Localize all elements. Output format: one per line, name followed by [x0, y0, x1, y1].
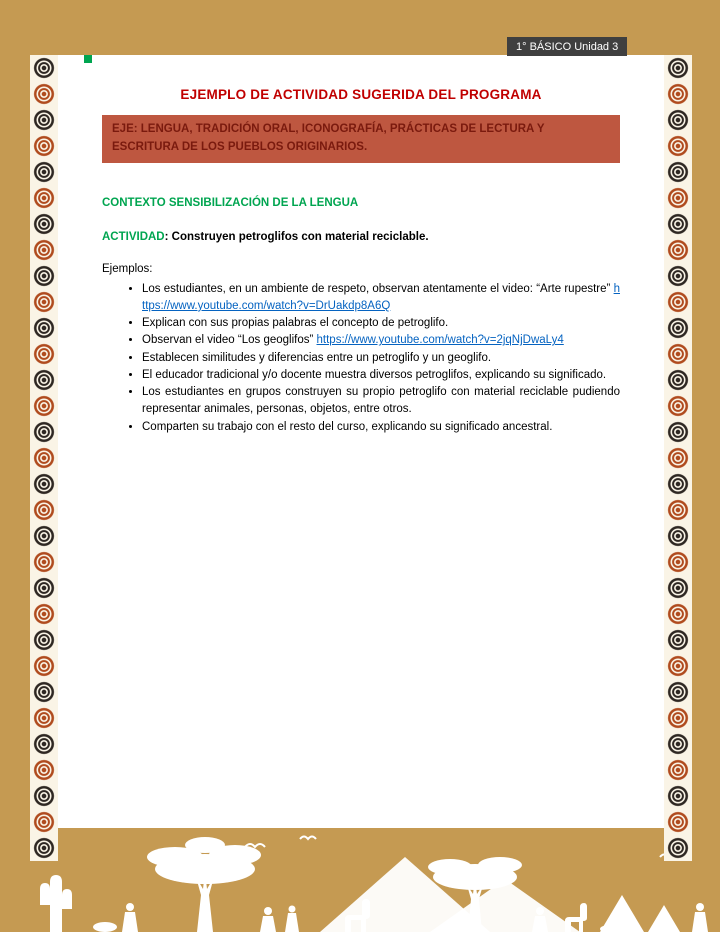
eje-banner: EJE: LENGUA, TRADICIÓN ORAL, ICONOGRAFÍA, PRÁCTICAS DE LECTURA Y ESCRITURA DE LOS PUEBLOS ORIGINARIOS. [102, 115, 620, 163]
list-item [142, 281, 620, 316]
silhouette-shapes [40, 837, 708, 932]
bullet-text: El educador tradicional y/o docente muestra diversos petroglifos, explicando su significado. [142, 368, 607, 381]
page-title: EJEMPLO DE ACTIVIDAD SUGERIDA DEL PROGRAMA [180, 87, 542, 102]
activity-label: ACTIVIDAD [102, 230, 165, 243]
examples-list [102, 281, 620, 436]
list-item [142, 384, 620, 419]
list-item [142, 332, 620, 349]
bullet-text: Explican con sus propias palabras el concepto de petroglifo. [142, 317, 449, 330]
bullet-text: Los estudiantes, en un ambiente de respeto, observan atentamente el video: “Arte rupestre” [142, 282, 614, 295]
green-corner-accent [84, 55, 92, 63]
footer-illustration [0, 827, 720, 932]
bullet-text: Establecen similitudes y diferencias entre un petroglifo y un geoglifo. [142, 351, 492, 364]
list-item [142, 419, 620, 436]
right-ornament-border [664, 55, 692, 861]
document-page [58, 55, 664, 828]
examples-label: Ejemplos: [102, 262, 153, 275]
bullet-text: Comparten su trabajo con el resto del curso, explicando su significado ancestral. [142, 420, 553, 433]
unit-badge: 1° BÁSICO Unidad 3 [507, 37, 627, 56]
list-item [142, 315, 620, 332]
list-item [142, 367, 620, 384]
bird-silhouettes [245, 837, 676, 858]
video-link-geoglifos[interactable]: https://www.youtube.com/watch?v=2jqNjDwaLy4 [316, 334, 564, 347]
left-ornament-border [30, 55, 58, 861]
list-item [142, 350, 620, 367]
activity-text: : Construyen petroglifos con material reciclable. [164, 230, 429, 243]
activity-line [102, 231, 620, 243]
page-content [58, 87, 664, 436]
context-heading: CONTEXTO SENSIBILIZACIÓN DE LA LENGUA [102, 196, 359, 209]
bullet-text: Los estudiantes en grupos construyen su propio petroglifo con material reciclable pudiendo representar animales, personas, objetos, entre otros. [142, 386, 620, 416]
bullet-text: Observan el video “Los geoglifos” [142, 334, 317, 347]
video-link-arte-rupestre[interactable]: https://www.youtube.com/watch?v=DrUakdp8A6Q [142, 282, 620, 312]
